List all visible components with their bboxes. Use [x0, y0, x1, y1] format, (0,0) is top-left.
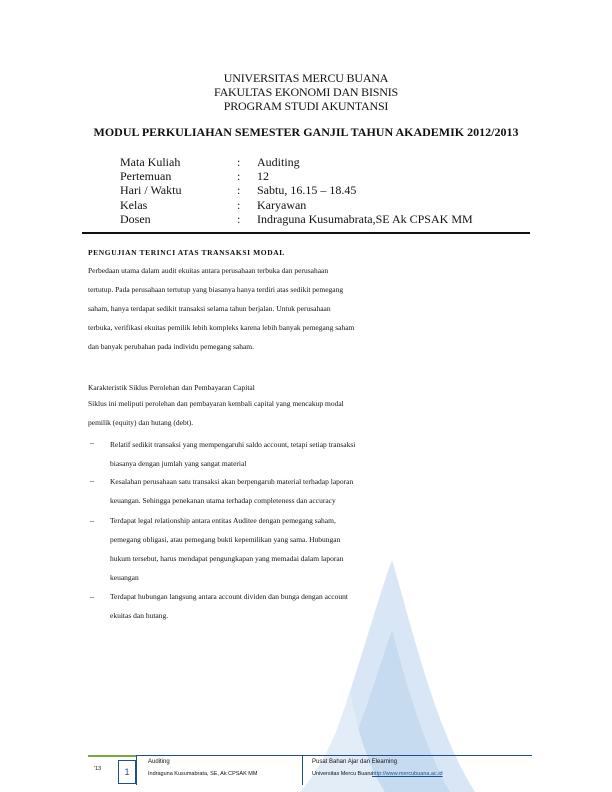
- bullet-line: hukum tersebut, harus mendapat pengungkapan yang memadai dalam laporan: [110, 554, 344, 563]
- university-name: UNIVERSITAS MERCU BUANA: [223, 71, 389, 85]
- info-value: Auditing: [257, 155, 300, 169]
- info-key: Pertemuan: [120, 169, 172, 184]
- footer-rule: [136, 755, 532, 756]
- info-value: Sabtu, 16.15 – 18.45: [257, 183, 357, 198]
- bullet-line: Terdapat hubungan langsung antara account dividen dan bunga dengan account: [110, 592, 348, 601]
- info-row: [120, 169, 473, 183]
- info-row: [120, 198, 473, 212]
- paragraph-line: pemilik (equity) dan hutang (debt).: [88, 418, 194, 427]
- info-value: Indraguna Kusumabrata,SE Ak CPSAK MM: [257, 211, 473, 226]
- bullet-dash: –: [90, 438, 94, 447]
- bullet-line: ekuitas dan hutang.: [110, 611, 169, 620]
- bullet-dash: –: [90, 592, 94, 601]
- bullet-line: biasanya dengan jumlah yang sangat material: [110, 459, 247, 468]
- info-value: Karyawan: [257, 197, 307, 212]
- bullet-line: pemegang obligasi, atau pemegang bukti kepemilikan yang sama. Hubungan: [110, 535, 341, 544]
- info-colon: :: [237, 183, 241, 198]
- subheading: Karakteristik Siklus Perolehan dan Pembayaran Capital: [88, 383, 255, 392]
- footer-year: '13: [94, 766, 102, 772]
- bullet-dash: –: [90, 516, 94, 525]
- paragraph-line: terbuka, verifikasi ekuitas pemilik lebih kompleks karena lebih banyak pemegang saham: [88, 323, 355, 332]
- bullet-line: keuangan: [110, 573, 139, 582]
- section-title: PENGUJIAN TERINCI ATAS TRANSAKSI MODAL: [88, 248, 285, 257]
- info-key: Hari / Waktu: [120, 183, 182, 198]
- faculty-name: FAKULTAS EKONOMI DAN BISNIS: [214, 85, 398, 99]
- info-row: [120, 212, 473, 226]
- paragraph-line: saham, hanya terdapat sedikit transaksi selama tahun berjalan. Untuk perusahaan: [88, 304, 331, 313]
- course-info: [120, 155, 473, 226]
- info-colon: :: [237, 155, 241, 169]
- divider: [82, 232, 530, 234]
- info-row: [120, 183, 473, 197]
- footer-accent-line: [88, 755, 136, 757]
- info-key: Dosen: [120, 211, 151, 226]
- program-name: PROGRAM STUDI AKUNTANSI: [223, 99, 389, 113]
- info-row: [120, 155, 473, 169]
- footer-separator: [136, 755, 137, 785]
- paragraph-line: Siklus ini meliputi perolehan dan pembayaran kembali capital yang mencakup modal: [88, 399, 344, 408]
- info-value: 12: [257, 169, 269, 184]
- paragraph-line: Perbedaan utama dalam audit ekuitas antara perusahaan terbuka dan perusahaan: [88, 266, 329, 275]
- paragraph-line: dan banyak perubahan pada individu pemegang saham.: [88, 342, 254, 351]
- footer-center-title: Pusat Bahan Ajar dan Elearning: [312, 759, 398, 765]
- page-footer: [0, 750, 612, 792]
- bullet-line: Terdapat legal relationship antara entitas Auditee dengan pemegang saham,: [110, 516, 336, 525]
- footer-separator: [302, 755, 303, 785]
- footer-university: Universitas Mercu Buana: [312, 771, 374, 777]
- page-number: 1: [118, 760, 136, 784]
- paragraph-line: tertutup. Pada perusahaan tertutup yang biasanya hanya terdiri atas sedikit pemegang: [88, 285, 344, 294]
- bullet-line: Relatif sedikit transaksi yang mempengaruhi saldo account, tetapi setiap transaksi: [110, 440, 356, 449]
- info-key: Mata Kuliah: [120, 155, 181, 169]
- footer-lecturer: Indraguna Kusumabrata, SE, Ak CPSAK MM: [148, 771, 258, 777]
- info-colon: :: [237, 211, 241, 226]
- bullet-dash: –: [90, 476, 94, 485]
- info-colon: :: [237, 197, 241, 212]
- info-colon: :: [237, 169, 241, 184]
- bullet-line: keuangan. Sehingga penekanan utama terhadap completeness dan accuracy: [110, 496, 336, 505]
- bullet-line: Kesalahan perusahaan satu transaksi akan berpengaruh material terhadap laporan: [110, 477, 354, 486]
- info-key: Kelas: [120, 197, 148, 212]
- module-title: MODUL PERKULIAHAN SEMESTER GANJIL TAHUN AKADEMIK 2012/2013: [93, 125, 519, 139]
- footer-course: Auditing: [148, 759, 170, 765]
- footer-url-link[interactable]: http://www.mercubuana.ac.id: [372, 771, 443, 777]
